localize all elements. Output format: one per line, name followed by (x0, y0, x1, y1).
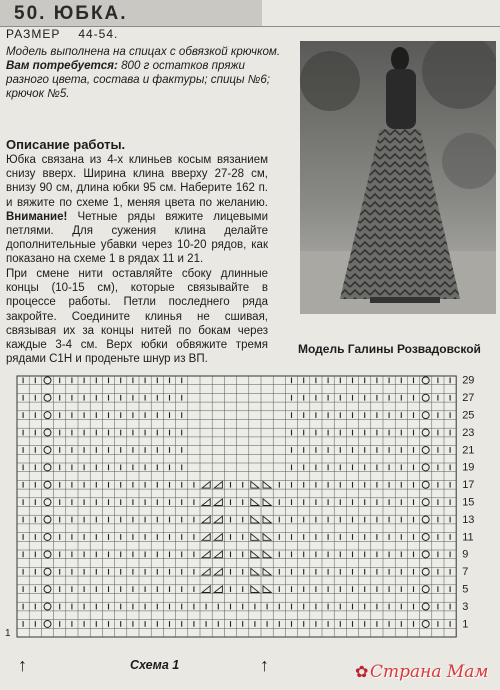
row-number-label: 25 (462, 409, 475, 422)
row-number-label-left: 1 (5, 628, 11, 639)
size-value: 44-54. (78, 27, 119, 41)
size-label: РАЗМЕР (6, 27, 61, 41)
row-number-label: 17 (462, 479, 475, 492)
chart-grid (17, 376, 456, 637)
row-number-label: 19 (462, 461, 475, 474)
row-number-label: 5 (462, 583, 469, 596)
row-number-label: 21 (462, 444, 475, 457)
materials-text: 800 г остатков пряжи разного цвета, состава и фактуры; спицы №6; крючок №5. (6, 59, 271, 100)
intro-line: Модель выполнена на спицах с обвязкой крючком. (6, 45, 281, 58)
watermark-logo-icon: ✿ (355, 664, 369, 681)
description-paragraph-1 (6, 153, 268, 267)
knitting-chart (5, 372, 495, 654)
size-line (6, 27, 118, 41)
row-number-label: 15 (462, 496, 475, 509)
paragraph-text: Юбка связана из 4-х клиньев косым вязанием снизу вверх. Ширина клина вверху 27-28 см, внизу 90 см, длина юбки 95 см. Наберите 162 п. и вяжите по схеме 1, меняя цвета по желанию. (6, 154, 268, 209)
model-photo (300, 41, 496, 314)
start-arrow-icon: ↑ (18, 655, 27, 675)
row-number-label: 7 (462, 566, 469, 579)
row-number-label: 23 (462, 426, 475, 439)
materials-label: Вам потребуется: (6, 59, 118, 72)
row-number-label: 13 (462, 513, 475, 526)
watermark-text: Страна Мам (370, 662, 489, 682)
end-arrow-icon: ↑ (260, 655, 269, 675)
description-paragraph-2: При смене нити оставляйте сбоку длинные концы (10-15 см), которые связывайте в процессе работы. Петли последнего ряда закройте. Соедините клинья не сшивая, связывая их за концы нитей по бокам через каждые 3-4 см. Верх юбки обвяжите тремя рядами С1Н и проденьте шнур из ВП. (6, 268, 268, 366)
section-heading: Описание работы. (6, 137, 126, 152)
row-number-label: 1 (462, 618, 469, 631)
paragraph-text-cont: Четные ряды вяжите лицевыми петлями. Для сужения клина делайте дополнительные убавки через 10-20 рядов, как показано на схеме 1 в рядах 11 и 21. (6, 210, 268, 266)
intro-block (6, 45, 291, 101)
row-number-label: 11 (462, 531, 474, 544)
row-number-label: 9 (462, 548, 469, 561)
page-title: 50. ЮБКА. (14, 3, 128, 24)
attention-label: Внимание! (6, 210, 68, 223)
materials-line (6, 59, 291, 101)
row-number-label: 3 (462, 600, 469, 613)
row-number-label: 29 (462, 374, 475, 387)
row-number-label: 27 (462, 392, 475, 405)
chart-caption: Схема 1 (130, 658, 180, 672)
photo-caption: Модель Галины Розвадовской (298, 342, 481, 356)
